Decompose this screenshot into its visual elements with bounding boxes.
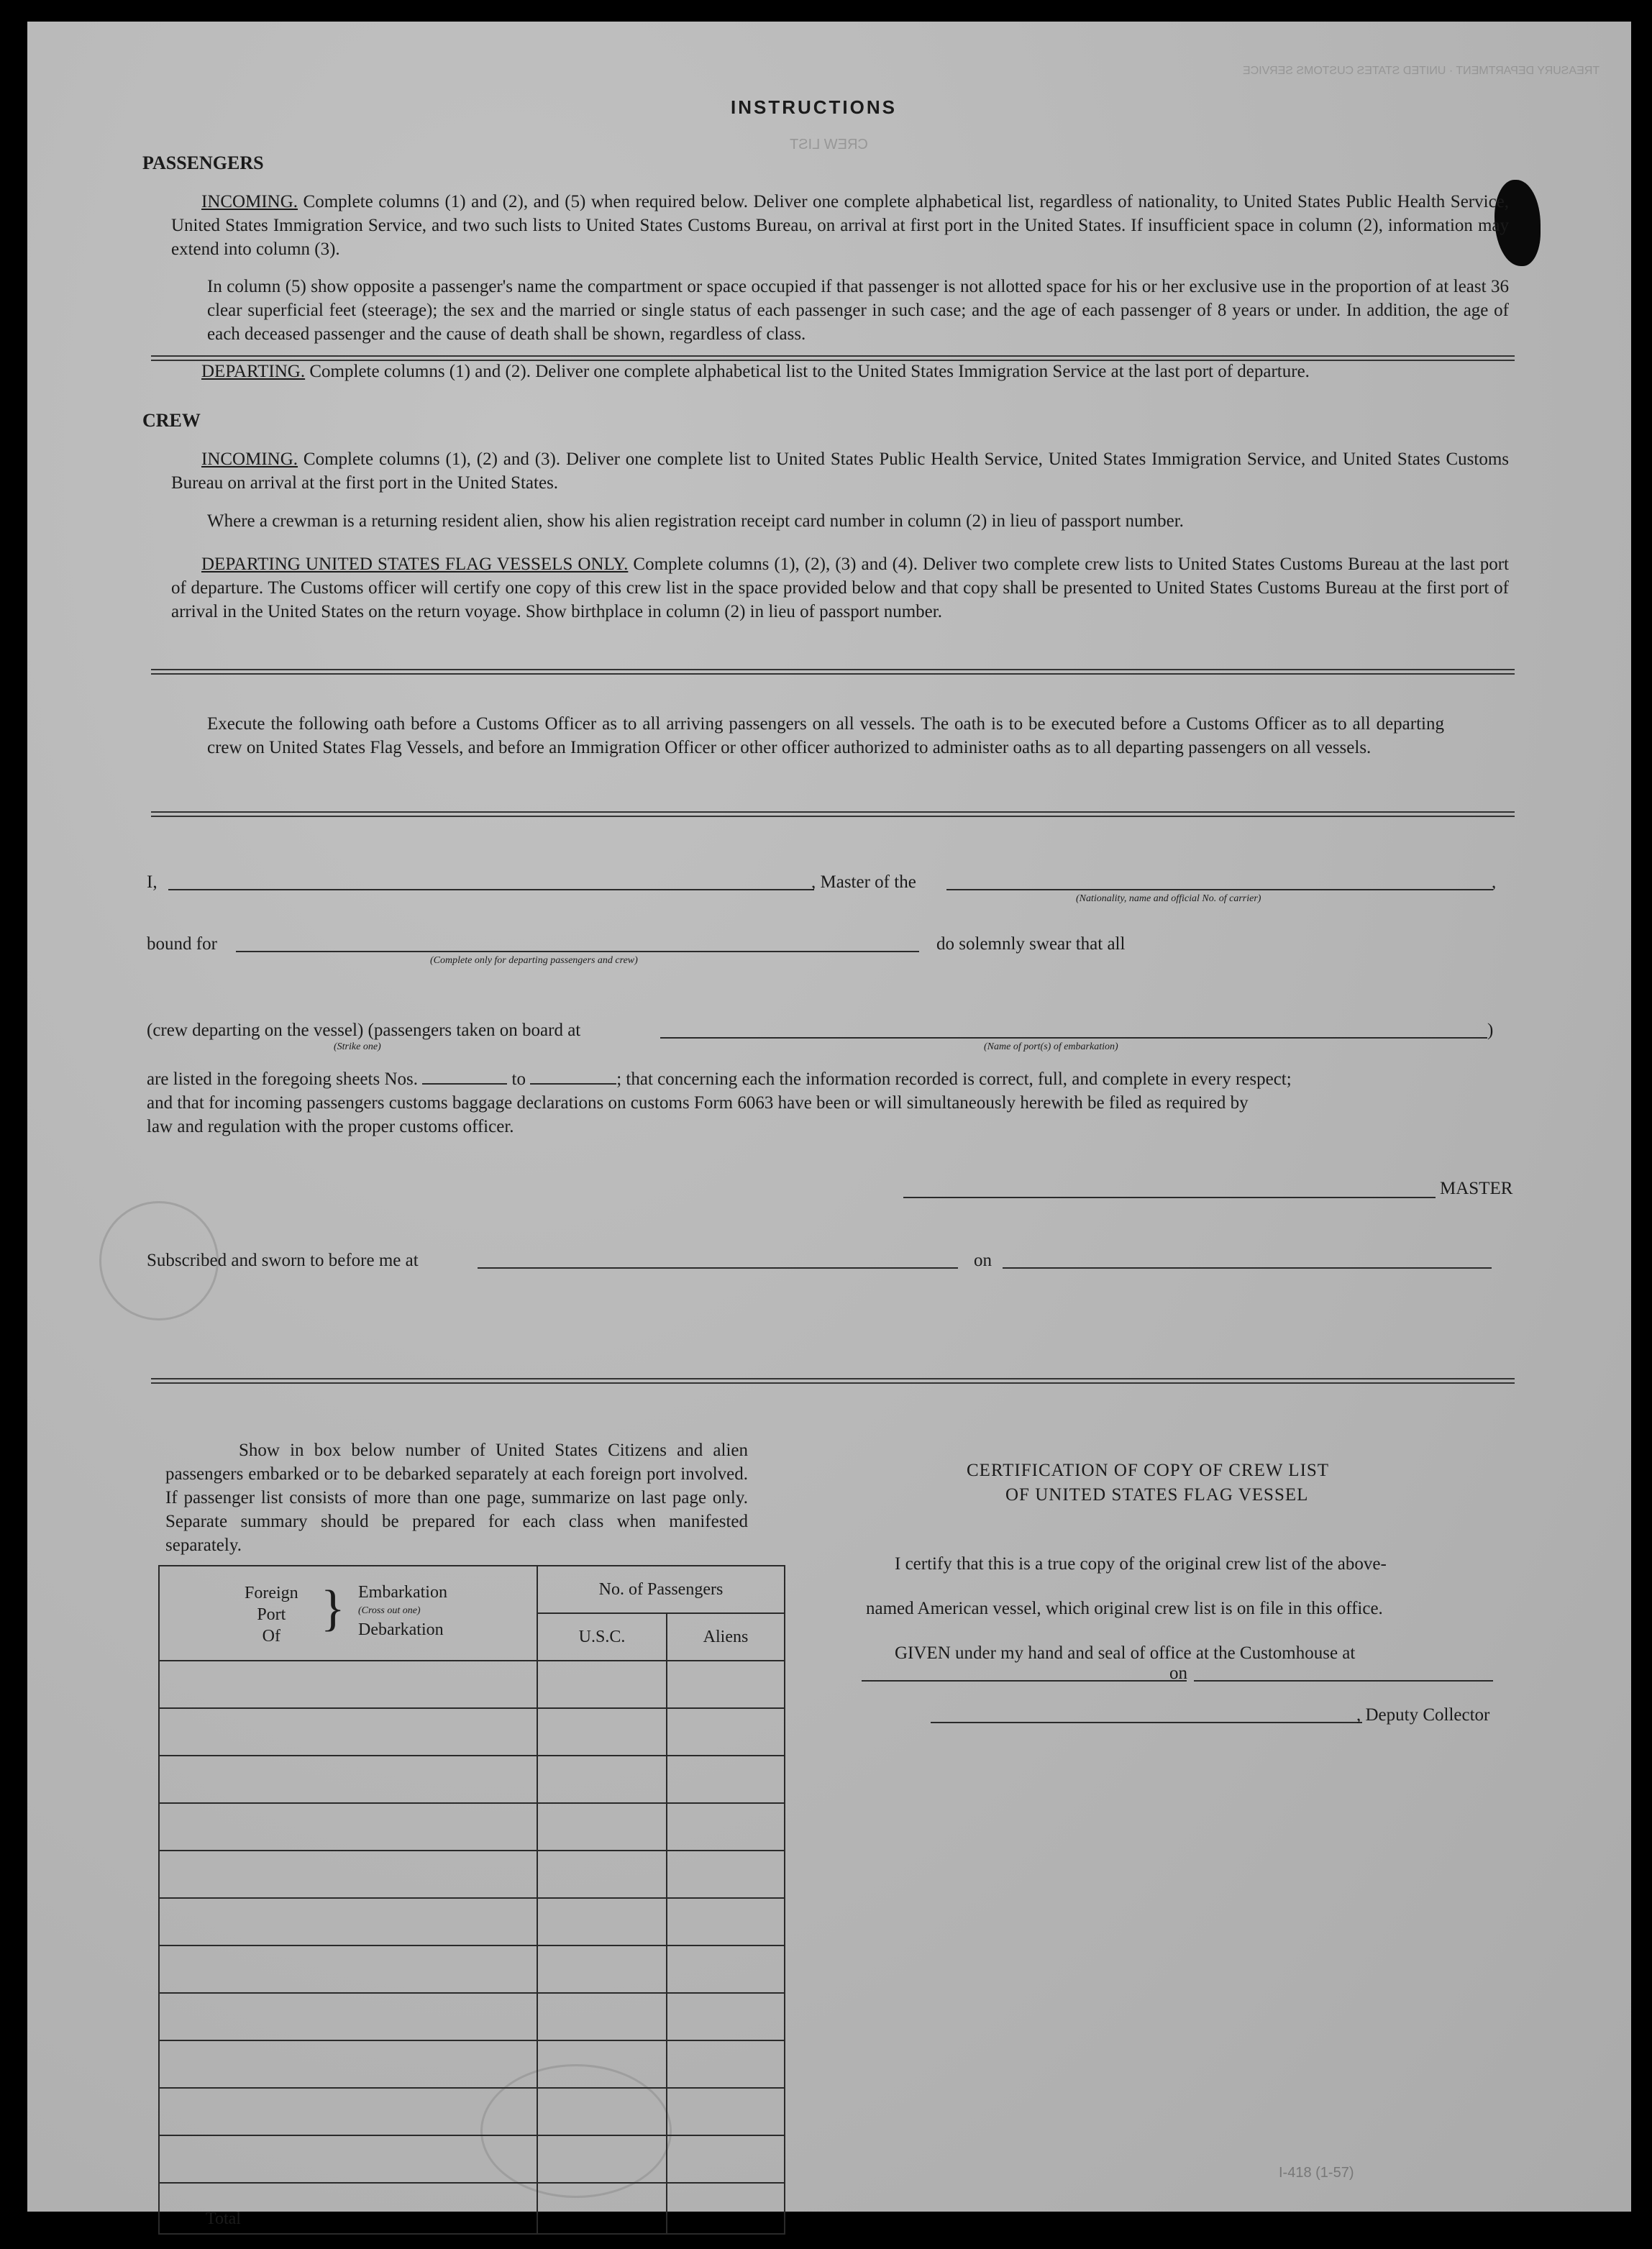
subscribed-date-field[interactable] (1003, 1267, 1492, 1269)
deputy-collector-signature-field[interactable] (931, 1722, 1362, 1723)
embarkation-ports-field[interactable] (660, 1037, 1487, 1039)
embarkation-label: Embarkation (358, 1583, 447, 1602)
summary-row-aliens[interactable] (667, 2088, 785, 2135)
strike-one-caption: (Strike one) (334, 1041, 381, 1052)
subscribed-place-field[interactable] (478, 1267, 958, 1269)
incoming-passengers-paragraph (171, 190, 1509, 261)
summary-row-usc[interactable] (537, 1945, 667, 1993)
passengers-heading: PASSENGERS (142, 152, 264, 173)
summary-row-port[interactable] (159, 1803, 537, 1851)
incoming-crew-paragraph (171, 447, 1509, 495)
port-label: Port (257, 1605, 286, 1624)
summary-row-port[interactable] (159, 2088, 537, 2135)
summary-row-aliens[interactable] (667, 1756, 785, 1803)
summary-row-aliens[interactable] (667, 1803, 785, 1851)
summary-row-aliens[interactable] (667, 1898, 785, 1945)
rule-4 (151, 1378, 1515, 1384)
carrier-field[interactable] (946, 889, 1493, 890)
summary-row-port[interactable] (159, 1993, 537, 2040)
departing-passengers-paragraph (171, 360, 1509, 383)
listed-text-1: are listed in the foregoing sheets Nos. (147, 1069, 418, 1089)
bound-for-label: bound for (147, 934, 217, 954)
foreign-label: Foreign (245, 1584, 298, 1602)
incoming-passengers-label: INCOMING. (201, 192, 298, 211)
oath-i-label: I, (147, 872, 158, 892)
summary-row-aliens[interactable] (667, 2040, 785, 2088)
ports-caption: (Name of port(s) of embarkation) (984, 1041, 1118, 1052)
listed-to: to (511, 1069, 526, 1089)
bleed-through-header: TREASURY DEPARTMENT · UNITED STATES CUSTOMS SERVICE (1243, 65, 1600, 77)
summary-row-aliens[interactable] (667, 2135, 785, 2183)
subscribed-label: Subscribed and sworn to before me at (147, 1251, 419, 1270)
certification-title-2: OF UNITED STATES FLAG VESSEL (1005, 1485, 1309, 1505)
summary-row-port[interactable] (159, 1898, 537, 1945)
master-signature-field[interactable] (903, 1197, 1436, 1198)
listed-text-2: ; that concerning each the information recorded is correct, full, and complete in every respect; (616, 1069, 1292, 1089)
summary-row-usc[interactable] (537, 1851, 667, 1898)
summary-row-usc[interactable] (537, 1803, 667, 1851)
summary-row-port[interactable] (159, 1708, 537, 1756)
aliens-header: Aliens (667, 1613, 785, 1661)
no-passengers-header: No. of Passengers (537, 1566, 785, 1613)
certification-date-field[interactable] (1194, 1680, 1493, 1682)
summary-row-usc[interactable] (537, 1661, 667, 1708)
summary-row-usc[interactable] (537, 2040, 667, 2088)
summary-row-port[interactable] (159, 1945, 537, 1993)
carrier-caption: (Nationality, name and official No. of carrier) (1076, 893, 1261, 904)
master-name-field[interactable] (168, 889, 814, 890)
given-label: GIVEN under my hand and seal of office at the Customhouse at (895, 1643, 1356, 1663)
sheet-from-field[interactable] (422, 1083, 507, 1085)
master-of-label: , Master of the (811, 872, 916, 892)
summary-row-usc[interactable] (537, 1708, 667, 1756)
summary-row-aliens[interactable] (667, 1708, 785, 1756)
crewman-note: Where a crewman is a returning resident alien, show his alien registration receipt card number in column (2) in lieu of passport number. (207, 511, 1184, 531)
certification-on-label: on (1169, 1664, 1187, 1683)
sheet-to-field[interactable] (530, 1083, 616, 1085)
certification-title-1: CERTIFICATION OF COPY OF CREW LIST (967, 1461, 1330, 1480)
summary-instruction: Show in box below number of United States Citizens and alien passengers embarked or to be debarked separately at each foreign port involved. If passenger list consists of more than one page, summarize on last page only. Separate summary should be prepared for each class when manifested separately. (165, 1441, 748, 1555)
summary-row-aliens[interactable] (667, 1945, 785, 1993)
certification-text-2: named American vessel, which original crew list is on file in this office. (866, 1599, 1383, 1618)
passenger-summary-table (158, 1565, 785, 2235)
usc-header: U.S.C. (537, 1613, 667, 1661)
crew-departing-label: (crew departing on the vessel) (passengers taken on board at (147, 1021, 581, 1040)
crew-list-form-back: TREASURY DEPARTMENT · UNITED STATES CUSTOMS SERVICE CREW LIST INSTRUCTIONS PASSENGERS INCOMING. Complete columns (1) and (2), and (5) when required below. Deliver one complete alphabetical list, regardless of nationality, to United States Public Health Service, United States Immigration Service, and two such lists to United States Customs Bureau, on arrival at first port in the United States. If insufficient space in column (2), information may extend into column (3). In column (5) show opposite a passenger's name the compartment or space occupied if that passenger is not allotted space for his or her exclusive use in the proportion of at least 36 clear superficial feet (steerage); the sex and the married or single status of each passenger in such case; and the age of each passenger of 8 years or under. In addition, the age of each deceased passenger and the cause of death shall be shown, regardless of class. DEPARTING. Complete columns (1) and (2). Deliver one complete alphabetical list to the United States Immigration Service at the last port of departure. CREW INCOMING. Complete columns (1), (2) and (3). Deliver one complete list to United States Public Health Service, United States Immigration Service, and United States Customs Bureau on arrival at the first port in the United States. Where a crewman is a returning resident alien, show his alien registration receipt card number in column (2) in lieu of passport number. DEPARTING UNITED STATES FLAG VESSELS ONLY. Complete columns (1), (2), (3) and (4). Deliver two complete crew lists to United States Customs Bureau at the last port of departure. The Customs officer will certify one copy of this crew list in the space provided below and that copy shall be presented to United States Customs Bureau at the first port of arrival in the United States on the return voyage. Show birthplace in column (2) in lieu of passport number. Execute the following oath before a Customs Officer as to all arriving passengers on all vessels. The oath is to be executed before a Customs Officer as to all departing crew on United States Flag Vessels, and before an Immigration Officer or other officer authorized to administer oaths as to all departing passengers on all vessels. I, , Master of the , (Nationality, name and official No. of carrier) bound for (Complete only for departing passengers and crew) do solemnly swear that all (crew departing on the vessel) (passengers taken on board at ) (Strike one) (Name of port(s) of embarkation) are listed in the foregoing sheets Nos. to ; that concerning each the information recorded is correct, full, and complete in every respect; and that for incoming passengers customs baggage declarations on customs Form 6063 have been or will simultaneously herewith be filed as required by law and regulation with the proper customs officer. MASTER Subscribed and sworn to before me at on Show in box below number of United States Citizens and alien passengers embarked or to be debarked separately at each foreign port involved. If passenger list consists of more than one page, summarize on last page only. Separate summary should be prepared for each class when manifested separately. Foreign Port Of } Embarkation (Cross out one) Debarkation No. of Passengers U.S.C. Aliens Total CERTIFICATION OF COPY OF CREW LIST OF UNITED STATES FLAG VESSEL I certify that this is a true copy of the original crew list of the above- named American vessel, which original crew list is on file in this office. GIVEN under my hand and seal of office at the Customhouse at on , Deputy Collector I-418 (1-57) (27, 22, 1631, 2212)
incoming-crew-text: Complete columns (1), (2) and (3). Deliver one complete list to United States Public Health Service, United States Immigration Service, and United States Customs Bureau on arrival at the first port in the United States. (171, 450, 1510, 493)
departing-passengers-text: Complete columns (1) and (2). Deliver one complete alphabetical list to the United States Immigration Service at the last port of departure. (309, 362, 1310, 381)
departing-passengers-label: DEPARTING. (201, 362, 306, 381)
departing-us-paragraph (171, 552, 1509, 624)
summary-row-aliens[interactable] (667, 1993, 785, 2040)
summary-row-usc[interactable] (537, 2135, 667, 2183)
customhouse-field[interactable] (862, 1680, 1187, 1682)
deputy-collector-label: , Deputy Collector (1356, 1705, 1490, 1725)
bound-for-field[interactable] (236, 951, 919, 952)
summary-row-port[interactable] (159, 1851, 537, 1898)
summary-row-usc[interactable] (537, 2088, 667, 2135)
incoming-crew-label: INCOMING. (201, 450, 298, 469)
listed-text-3: and that for incoming passengers customs baggage declarations on customs Form 6063 have been or will simultaneously herewith be filed as required by (147, 1093, 1249, 1113)
form-number: I-418 (1-57) (1279, 2165, 1354, 2181)
column5-paragraph (207, 275, 1509, 346)
listed-line-1 (147, 1067, 1292, 1091)
summary-row-usc[interactable] (537, 1898, 667, 1945)
summary-row-port[interactable] (159, 2040, 537, 2088)
departing-us-text: Complete columns (1), (2), (3) and (4). Deliver two complete crew lists to United States Customs Bureau at the last port of departure. The Customs officer will certify one copy of this crew list in the space provided below and that copy shall be presented to United States Customs Bureau at the first port of arrival in the United States on the return voyage. Show birthplace in column (2) in lieu of passport number. (171, 555, 1509, 621)
page-title: INSTRUCTIONS (731, 96, 897, 118)
summary-row-port[interactable] (159, 1756, 537, 1803)
summary-row-aliens[interactable] (667, 1661, 785, 1708)
total-usc[interactable] (537, 2183, 667, 2234)
rule-2 (151, 669, 1515, 675)
summary-row-usc[interactable] (537, 1993, 667, 2040)
summary-row-usc[interactable] (537, 1756, 667, 1803)
of-label: Of (262, 1627, 280, 1646)
total-label: Total (159, 2183, 537, 2234)
summary-row-port[interactable] (159, 2135, 537, 2183)
bound-for-caption: (Complete only for departing passengers and crew) (430, 955, 638, 966)
close-paren: ) (1487, 1021, 1494, 1040)
total-aliens[interactable] (667, 2183, 785, 2234)
incoming-passengers-text: Complete columns (1) and (2), and (5) when required below. Deliver one complete alphabetical list, regardless of nationality, to United States Public Health Service, United States Immigration Service, and two such lists to United States Customs Bureau, on arrival at first port in the United States. If insufficient space in column (2), information may extend into column (3). (171, 192, 1510, 259)
bleed-through-crew-list: CREW LIST (790, 137, 868, 152)
port-header-cell (159, 1566, 537, 1661)
column5-text: In column (5) show opposite a passenger's name the compartment or space occupied if that passenger is not allotted space for his or her exclusive use in the proportion of at least 36 clear superficial feet (steerage); the sex and the married or single status of each passenger in such case; and the age of each passenger of 8 years or under. In addition, the age of each deceased passenger and the cause of death shall be shown, regardless of class. (207, 277, 1509, 344)
summary-row-port[interactable] (159, 1661, 537, 1708)
departing-us-label: DEPARTING UNITED STATES FLAG VESSELS ONLY. (201, 555, 629, 574)
listed-text-4: law and regulation with the proper customs officer. (147, 1117, 514, 1136)
oath-instruction: Execute the following oath before a Customs Officer as to all arriving passengers on all vessels. The oath is to be executed before a Customs Officer as to all departing crew on United States Flag Vessels, and before an Immigration Officer or other officer authorized to administer oaths as to all departing passengers on all vessels. (207, 714, 1444, 757)
swear-label: do solemnly swear that all (936, 934, 1126, 954)
subscribed-on-label: on (974, 1251, 992, 1270)
rule-3 (151, 811, 1515, 817)
debarkation-label: Debarkation (358, 1620, 444, 1639)
brace: } (321, 1581, 345, 1636)
master-label: MASTER (1440, 1179, 1513, 1198)
certification-text-1: I certify that this is a true copy of the original crew list of the above- (895, 1554, 1387, 1574)
crew-heading: CREW (142, 410, 201, 431)
summary-row-aliens[interactable] (667, 1851, 785, 1898)
cross-out-label: (Cross out one) (358, 1605, 421, 1616)
